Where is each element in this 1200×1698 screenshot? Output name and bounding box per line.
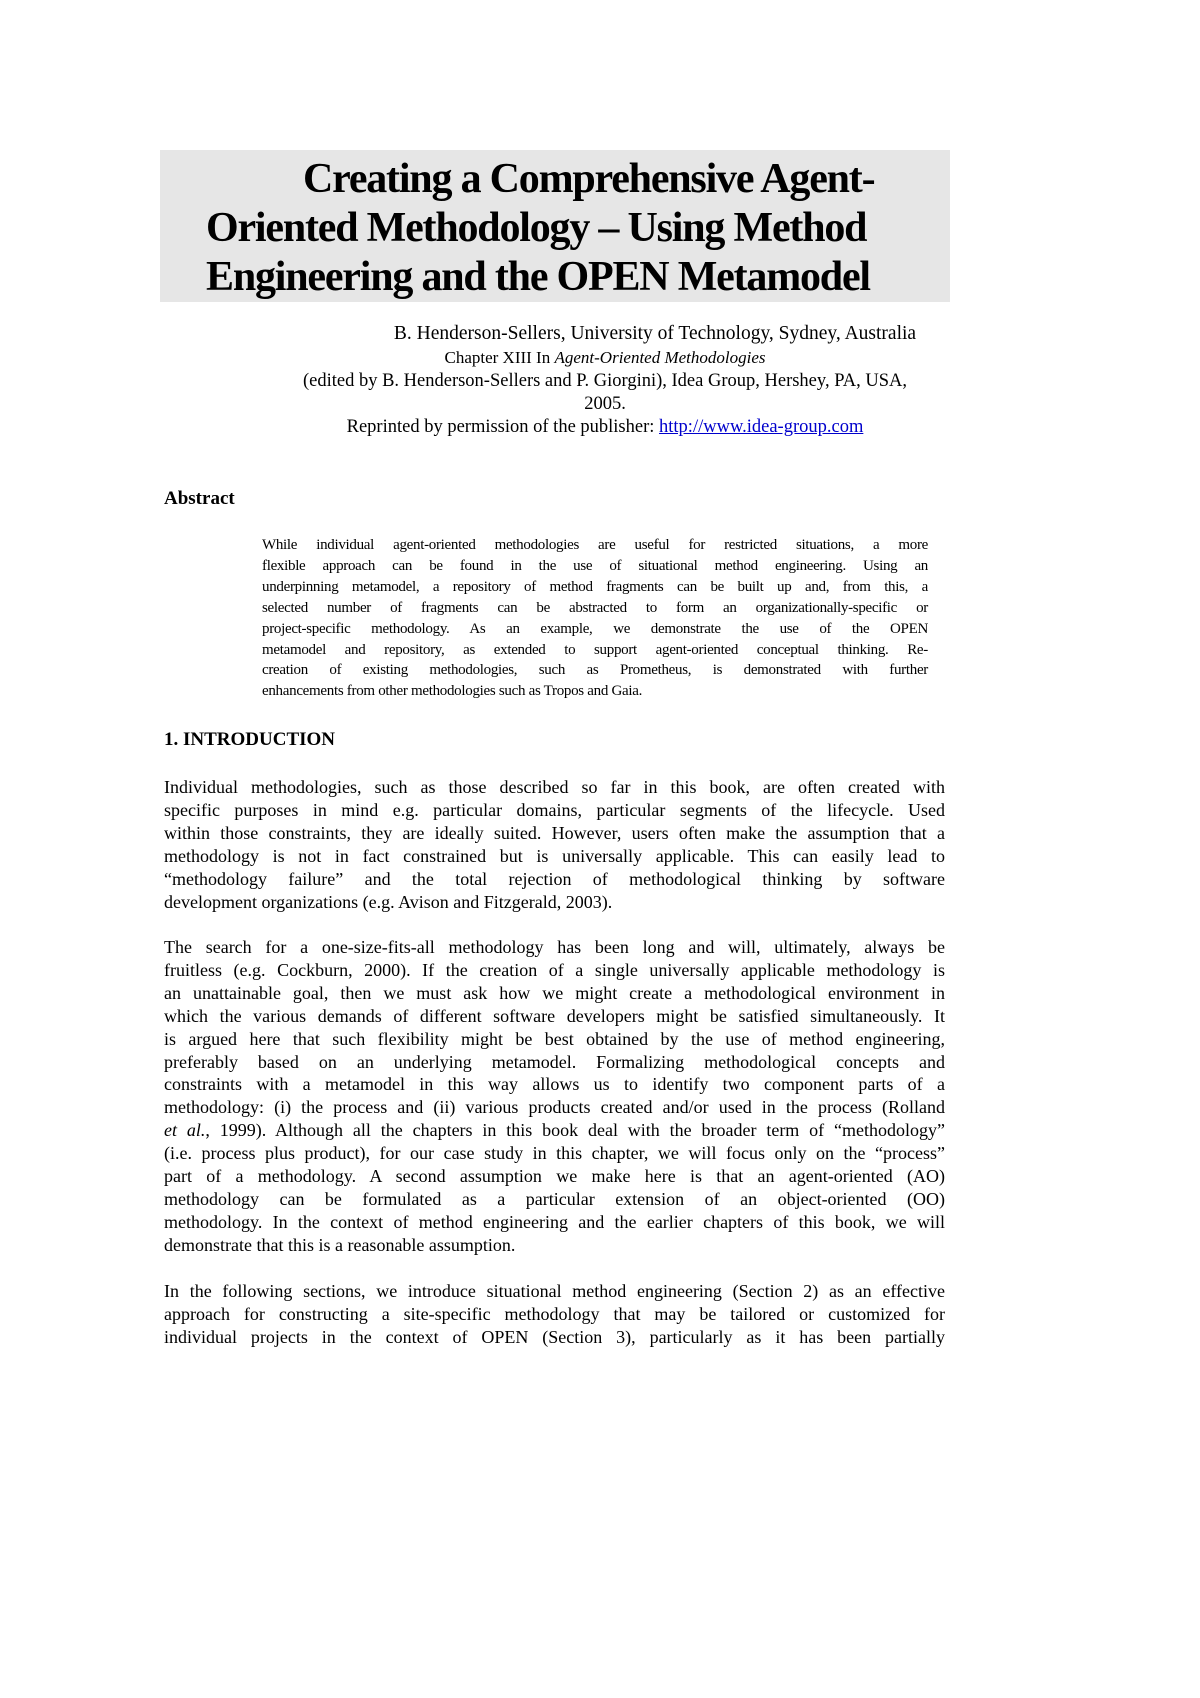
- text-span: , 1999). Although all the chapters in this book deal with the broader term of “methodology”: [205, 1120, 945, 1141]
- book-title: Agent-Oriented Methodologies: [554, 348, 766, 367]
- text-line: development organizations (e.g. Avison and Fitzgerald, 2003).: [164, 891, 613, 912]
- text-line: underpinning metamodel, a repository of method fragments can be built up and, from this, a: [262, 578, 928, 595]
- chapter-prefix: Chapter XIII In: [444, 348, 555, 367]
- text-line: methodology is not in fact constrained but is universally applicable. This can easily lead to: [164, 845, 945, 866]
- text-line: approach for constructing a site-specific methodology that may be tailored or customized for: [164, 1303, 945, 1324]
- text-line: methodology. In the context of method engineering and the earlier chapters of this book, we will: [164, 1211, 945, 1232]
- text-line: flexible approach can be found in the use of situational method engineering. Using an: [262, 557, 928, 574]
- edited-line: (edited by B. Henderson-Sellers and P. Giorgini), Idea Group, Hershey, PA, USA,: [302, 371, 908, 391]
- chapter-line: [160, 347, 1050, 369]
- text-line: In the following sections, we introduce situational method engineering (Section 2) as an effective: [164, 1281, 945, 1301]
- text-line: methodology can be formulated as a particular extension of an object-oriented (OO): [164, 1188, 945, 1209]
- text-line: part of a methodology. A second assumption we make here is that an agent-oriented (AO): [164, 1166, 945, 1186]
- publisher-link[interactable]: http://www.idea-group.com: [659, 417, 864, 437]
- text-line: which the various demands of different software developers might be satisfied simultaneously. It: [164, 1005, 945, 1026]
- abstract-heading: Abstract: [164, 488, 235, 509]
- text-line: “methodology failure” and the total rejection of methodological thinking by software: [164, 868, 945, 889]
- text-line: specific purposes in mind e.g. particular domains, particular segments of the lifecycle. Used: [164, 799, 945, 820]
- author-line: B. Henderson-Sellers, University of Technology, Sydney, Australia: [393, 323, 917, 344]
- text-line: Individual methodologies, such as those described so far in this book, are often created with: [164, 777, 945, 797]
- text-line: The search for a one-size-fits-all methodology has been long and will, ultimately, always be: [164, 937, 945, 957]
- text-line: enhancements from other methodologies such as Tropos and Gaia.: [262, 683, 643, 700]
- text-line: constraints with a metamodel in this way allows us to identify two component parts of a: [164, 1074, 945, 1095]
- text-line: metamodel and repository, as extended to support agent-oriented conceptual thinking. Re-: [262, 641, 928, 658]
- text-line: creation of existing methodologies, such as Prometheus, is demonstrated with further: [262, 662, 928, 679]
- text-line: (i.e. process plus product), for our case study in this chapter, we will focus only on the “process”: [164, 1143, 945, 1164]
- title-line: Creating a Comprehensive Agent-: [303, 156, 875, 202]
- text-line: within those constraints, they are ideally suited. However, users often make the assumption that a: [164, 822, 945, 843]
- text-line: While individual agent-oriented methodologies are useful for restricted situations, a more: [262, 537, 928, 553]
- text-line: [164, 1119, 945, 1141]
- text-line: preferably based on an underlying metamodel. Formalizing methodological concepts and: [164, 1051, 945, 1072]
- text-line: is argued here that such flexibility might be best obtained by the use of method engineering,: [164, 1028, 945, 1049]
- reprint-prefix: Reprinted by permission of the publisher:: [346, 417, 660, 437]
- text-line: methodology: (i) the process and (ii) various products created and/or used in the process (Rolland: [164, 1097, 945, 1118]
- text-line: selected number of fragments can be abstracted to form an organizationally-specific or: [262, 599, 928, 616]
- text-line: individual projects in the context of OPEN (Section 3), particularly as it has been partially: [164, 1326, 945, 1347]
- text-line: project-specific methodology. As an example, we demonstrate the use of the OPEN: [262, 620, 928, 637]
- introduction-heading: 1. INTRODUCTION: [164, 729, 336, 750]
- year-line: 2005.: [584, 394, 626, 414]
- title-line: Oriented Methodology – Using Method: [206, 205, 867, 251]
- text-line: demonstrate that this is a reasonable assumption.: [164, 1234, 516, 1255]
- text-line: an unattainable goal, then we must ask how we might create a methodological environment in: [164, 982, 945, 1003]
- title-line: Engineering and the OPEN Metamodel: [206, 254, 870, 300]
- reprint-line: [160, 416, 1050, 438]
- text-line: fruitless (e.g. Cockburn, 2000). If the creation of a single universally applicable methodology is: [164, 959, 945, 980]
- et-al: et al.: [164, 1120, 206, 1141]
